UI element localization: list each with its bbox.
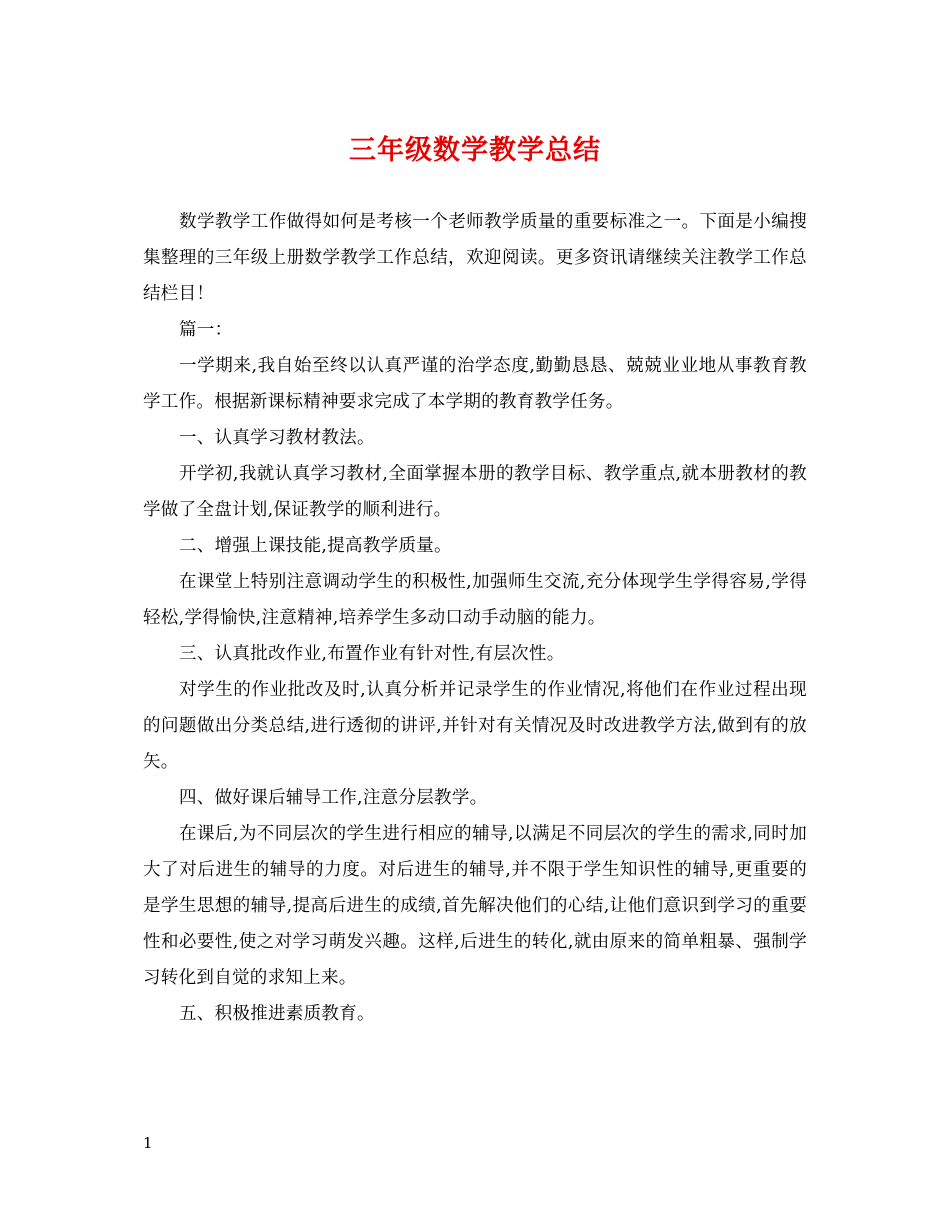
document-title: 三年级数学教学总结 (349, 135, 601, 166)
document-body (143, 204, 807, 1032)
body-paragraph: 在课堂上特别注意调动学生的积极性,加强师生交流,充分体现学生学得容易,学得轻松,学得愉快,注意精神,培养学生多动口动手动脑的能力。 (143, 572, 807, 628)
section-label: 篇一： (179, 320, 233, 340)
page-number: 1 (143, 1134, 153, 1152)
heading-paragraph: 一、认真学习教材教法。 (179, 428, 375, 448)
heading-paragraph: 五、积极推进素质教育。 (179, 1004, 375, 1024)
body-paragraph: 对学生的作业批改及时,认真分析并记录学生的作业情况,将他们在作业过程出现的问题做出分类总结,进行透彻的讲评,并针对有关情况及时改进教学方法,做到有的放矢。 (143, 680, 807, 772)
heading-paragraph: 三、认真批改作业,布置作业有针对性,有层次性。 (179, 644, 565, 664)
heading-paragraph: 四、做好课后辅导工作,注意分层教学。 (179, 788, 488, 808)
body-paragraph: 一学期来,我自始至终以认真严谨的治学态度,勤勤恳恳、兢兢业业地从事教育教学工作。根据新课标精神要求完成了本学期的教育教学任务。 (143, 356, 807, 412)
body-paragraph: 在课后,为不同层次的学生进行相应的辅导,以满足不同层次的学生的需求,同时加大了对后进生的辅导的力度。对后进生的辅导,并不限于学生知识性的辅导,更重要的是学生思想的辅导,提高后进生的成绩,首先解决他们的心结,让他们意识到学习的重要性和必要性,使之对学习萌发兴趣。这样,后进生的转化,就由原来的简单粗暴、强制学习转化到自觉的求知上来。 (143, 824, 807, 988)
intro-paragraph: 数学教学工作做得如何是考核一个老师教学质量的重要标准之一。下面是小编搜集整理的三年级上册数学教学工作总结，欢迎阅读。更多资讯请继续关注教学工作总结栏目！ (143, 212, 807, 304)
heading-paragraph: 二、增强上课技能,提高教学质量。 (179, 536, 452, 556)
body-paragraph: 开学初,我就认真学习教材,全面掌握本册的教学目标、教学重点,就本册教材的教学做了全盘计划,保证教学的顺利进行。 (143, 464, 807, 520)
